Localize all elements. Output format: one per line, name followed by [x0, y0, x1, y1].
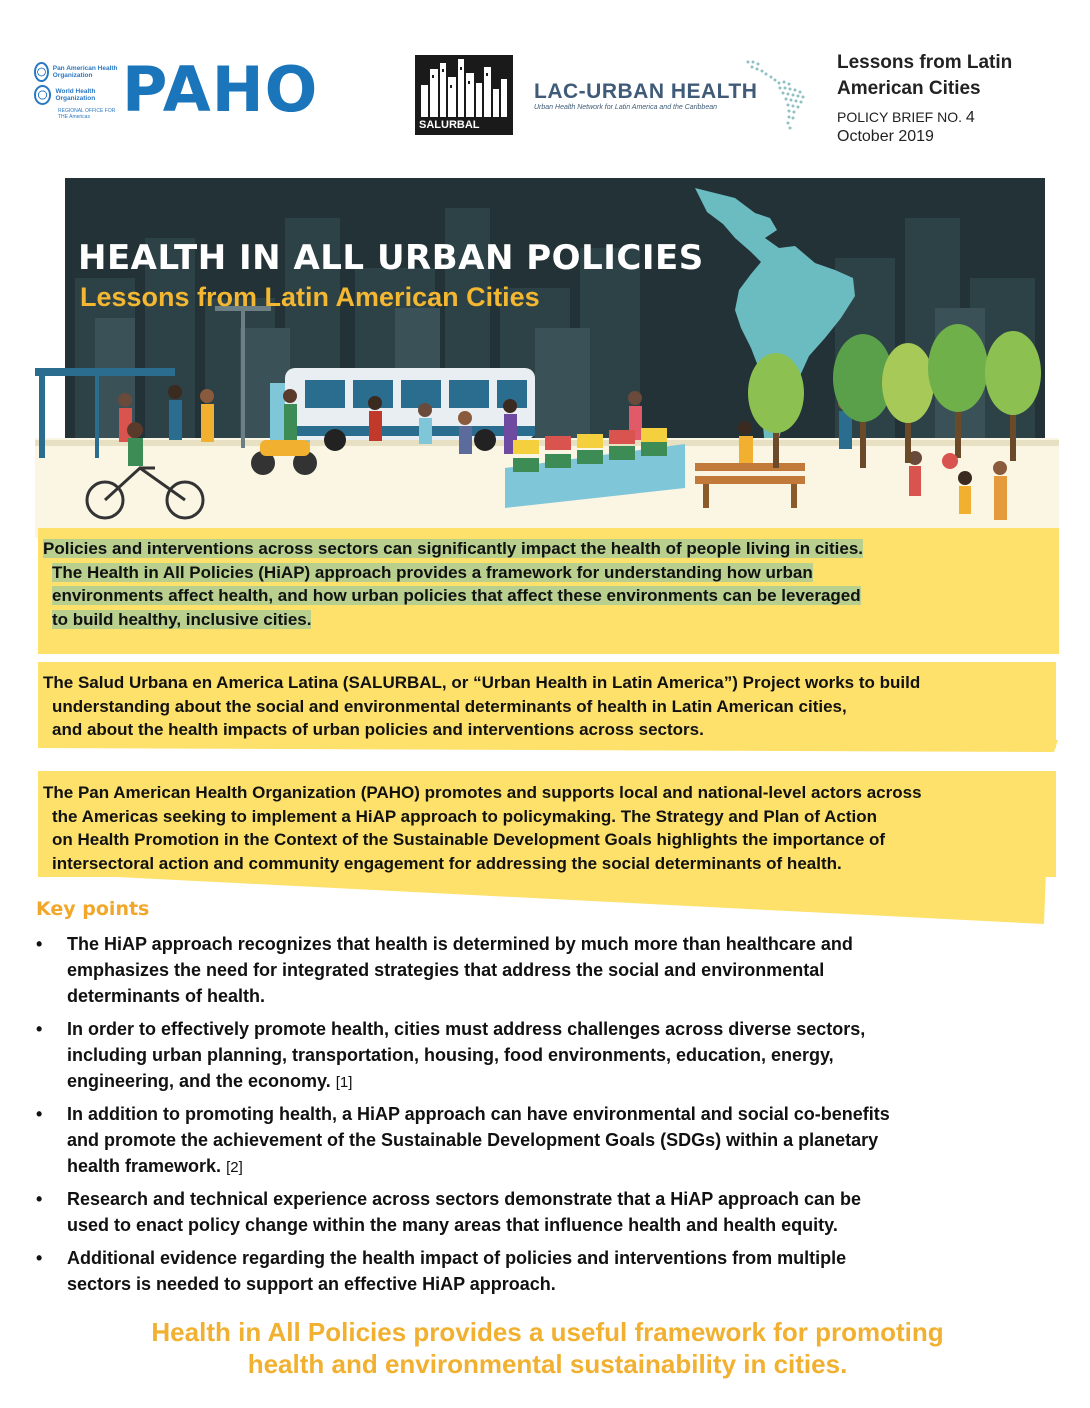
paho-emblem-group [34, 62, 124, 120]
key-point-line: Research and technical experience across sectors demonstrate that a HiAP approach can be [67, 1189, 861, 1209]
key-point-line: and promote the achievement of the Sustainable Development Goals (SDGs) within a planetary [67, 1130, 879, 1150]
americas-dot-map-icon [740, 58, 810, 132]
globe-icon [34, 62, 49, 82]
policy-brief-number [837, 109, 975, 127]
salurbal-label: SALURBAL [419, 119, 480, 131]
key-point-line: engineering, and the economy. [67, 1071, 331, 1091]
bullet-icon: • [36, 1019, 43, 1039]
salurbal-paragraph [43, 671, 920, 742]
salurbal-box-slant [38, 740, 1058, 762]
salurbal-line: understanding about the social and environmental determinants of health in Latin American cities, [52, 696, 847, 716]
paho-emblem-text: Pan American Health Organization [52, 65, 118, 79]
key-point-line: emphasizes the need for integrated strategies that address the social and environmental [67, 960, 825, 980]
key-point-line: Additional evidence regarding the health impact of policies and interventions from multiple [67, 1248, 847, 1268]
salurbal-line: The Salud Urbana en America Latina (SALURBAL, or “Urban Health in Latin America”) Project works to build [43, 673, 921, 692]
key-points-heading: Key points [36, 898, 150, 920]
citation-ref: [2] [226, 1159, 243, 1176]
paho-paragraph [43, 781, 922, 875]
lac-urban-health-title: LAC-URBAN HEALTH [534, 80, 758, 103]
regional-office-text: REGIONAL OFFICE FOR THE Americas [58, 108, 116, 120]
bullet-icon: • [36, 934, 43, 954]
bullet-icon: • [36, 1104, 43, 1124]
hero-city-illustration [35, 178, 1059, 538]
hero-title: HEALTH IN ALL URBAN POLICIES [78, 238, 704, 278]
closing-statement [60, 1316, 1035, 1380]
paho-line: on Health Promotion in the Context of the Sustainable Development Goals highlights the importance of [52, 830, 886, 849]
brief-date: October 2019 [837, 128, 934, 145]
paho-line: the Americas seeking to implement a HiAP approach to policymaking. The Strategy and Plan of Action [52, 806, 877, 826]
intro-line: to build healthy, inclusive cities. [52, 609, 312, 629]
paho-line: The Pan American Health Organization (PAHO) promotes and supports local and national-level actors across [43, 783, 922, 802]
paho-wordmark: PAHO [122, 53, 319, 126]
globe-icon [34, 85, 51, 105]
bullet-icon: • [36, 1248, 43, 1268]
who-emblem-text: World Health Organization [55, 88, 96, 102]
policy-brief-num: 4 [965, 109, 975, 126]
closing-line: Health in All Policies provides a useful framework for promoting [151, 1317, 944, 1347]
salurbal-logo [415, 55, 513, 135]
policy-brief-label: POLICY BRIEF NO. [837, 109, 962, 125]
salurbal-line: and about the health impacts of urban policies and interventions across sectors. [52, 720, 704, 739]
lac-urban-health-subtitle: Urban Health Network for Latin America and the Caribbean [534, 104, 718, 111]
key-point-line: The HiAP approach recognizes that health is determined by much more than healthcare and [67, 934, 853, 954]
brief-series-title: Lessons from Latin American Cities [837, 52, 1013, 99]
key-point-line: In addition to promoting health, a HiAP approach can have environmental and social co-benefits [67, 1104, 890, 1124]
key-point-line: sectors is needed to support an effective HiAP approach. [67, 1274, 556, 1294]
key-point-line: In order to effectively promote health, cities must address challenges across diverse sectors, [67, 1019, 866, 1039]
key-point-line: including urban planning, transportation, housing, food environments, education, energy, [67, 1045, 834, 1065]
key-point-line: determinants of health. [67, 986, 266, 1006]
key-point-line: health framework. [67, 1156, 222, 1176]
paho-box-slant [38, 870, 1058, 930]
closing-line: health and environmental sustainability in cities. [247, 1349, 848, 1379]
hero-subtitle: Lessons from Latin American Cities [80, 282, 540, 312]
paho-line: intersectoral action and community engagement for addressing the social determinants of health. [52, 853, 842, 873]
key-point-line: used to enact policy change within the many areas that influence health and health equity. [67, 1215, 838, 1235]
bullet-icon: • [36, 1189, 43, 1209]
intro-paragraph [43, 537, 863, 631]
intro-line: The Health in All Policies (HiAP) approach provides a framework for understanding how urban [52, 562, 813, 582]
paho-emblem-row [34, 62, 124, 82]
intro-line: environments affect health, and how urban policies that affect these environments can be leveraged [52, 586, 861, 605]
intro-line: Policies and interventions across sectors can significantly impact the health of people living in cities. [43, 539, 864, 558]
who-emblem-row [34, 85, 124, 105]
citation-ref: [1] [335, 1074, 353, 1091]
